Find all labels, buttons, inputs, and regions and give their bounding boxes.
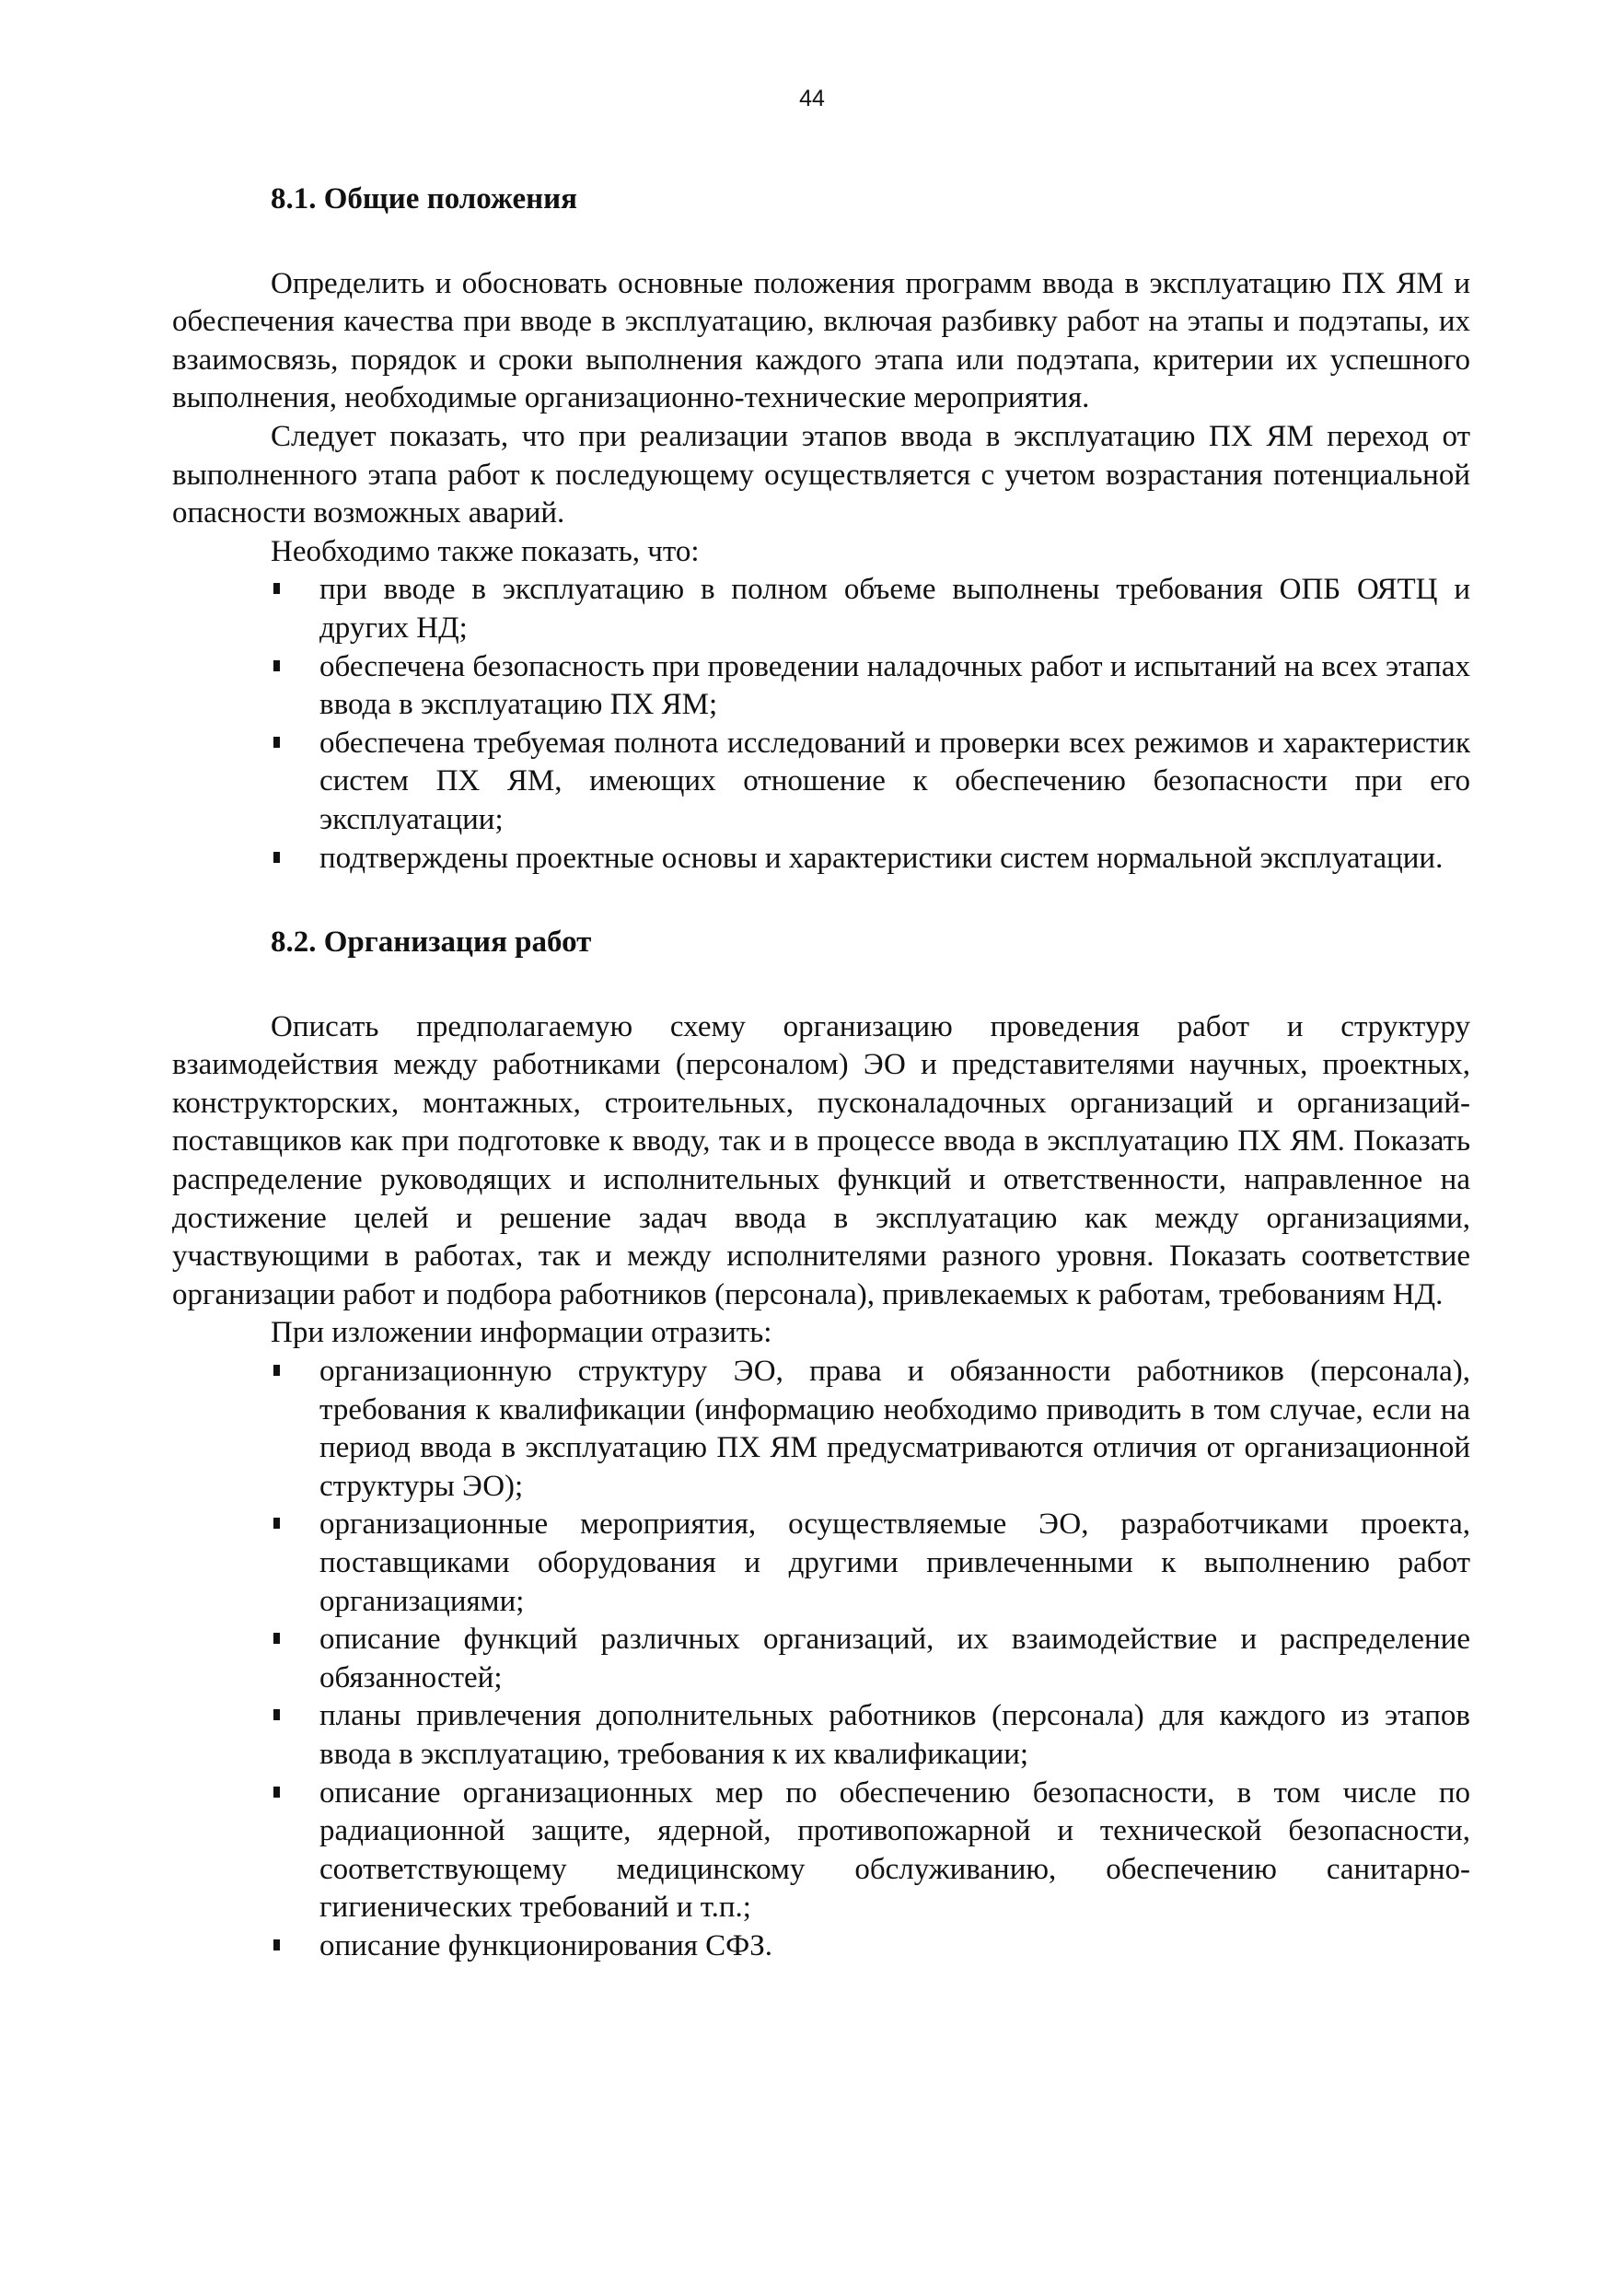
list-item-text: описание организационных мер по обеспечению безопасности, в том числе по радиационной защите, ядерной, противопожарной и технической безопасности, соответствующему медицинскому обслуживанию, обеспечению санитарно-гигиенических требований и т.п.; [319,1776,1470,1925]
square-bullet-icon [273,852,280,863]
list-item-text: подтверждены проектные основы и характеристики систем нормальной эксплуатации. [319,841,1444,875]
paragraph: При изложении информации отразить: [271,1316,772,1350]
paragraph: Следует показать, что при реализации этапов ввода в эксплуатацию ПХ ЯМ переход от выполненного этапа работ к последующему осуществляется с учетом возрастания потенциальной опасности возможных аварий. [172,419,1470,530]
square-bullet-icon [273,1787,280,1798]
list-item-text: при вводе в эксплуатацию в полном объеме выполнены требования ОПБ ОЯТЦ и других НД; [319,573,1470,645]
list-item-text: обеспечена требуемая полнота исследований и проверки всех режимов и характеристик систем ПХ ЯМ, имеющих отношение к обеспечению безопасности при его эксплуатации; [319,726,1470,836]
list-item-text: организационную структуру ЭО, права и обязанности работников (персонала), требования к квалификации (информацию необходимо приводить в том случае, если на период ввода в эксплуатацию ПХ ЯМ предусматриваются отличия от организационной структуры ЭО); [319,1355,1470,1503]
list-item-text: планы привлечения дополнительных работников (персонала) для каждого из этапов ввода в эксплуатацию, требования к их квалификации; [319,1699,1470,1771]
bullet-list [172,571,1470,878]
list-item-text: обеспечена безопасность при проведении наладочных работ и испытаний на всех этапах ввода в эксплуатацию ПХ ЯМ; [319,649,1470,722]
square-bullet-icon [273,737,280,748]
square-bullet-icon [273,1633,280,1644]
list-item-text: описание функционирования СФЗ. [319,1928,773,1962]
list-item-text: описание функций различных организаций, их взаимодействие и распределение обязанностей; [319,1623,1470,1694]
paragraph: Определить и обосновать основные положения программ ввода в эксплуатацию ПХ ЯМ и обеспечения качества при вводе в эксплуатацию, включая разбивку работ на этапы и подэтапы, их взаимосвязь, порядок и сроки выполнения каждого этапа или подэтапа, критерии их успешного выполнения, необходимые организационно-технические мероприятия. [172,266,1470,415]
section-title-general: 8.1. Общие положения [271,182,577,215]
list-item-text: организационные мероприятия, осуществляемые ЭО, разработчиками проекта, поставщиками оборудования и другими привлеченными к выполнению работ организациями; [319,1508,1470,1618]
square-bullet-icon [273,660,280,671]
list-item [172,1506,1470,1621]
page-content [172,180,1470,1966]
bullet-list [172,1353,1470,1966]
section-title-organization: 8.2. Организация работ [271,926,592,960]
square-bullet-icon [273,1709,280,1720]
list-item [172,725,1470,840]
paragraph: Описать предполагаемую схему организацию проведения работ и структуру взаимодействия между работниками (персоналом) ЭО и представителями научных, проектных, конструкторских, монтажных, строительных, пусконаладочных организаций и организаций-поставщиков как при подготовке к вводу, так и в процессе ввода в эксплуатацию ПХ ЯМ. Показать распределение руководящих и исполнительных функций и ответственности, направленное на достижение целей и решение задач ввода в эксплуатацию как между организациями, участвующими в работах, так и между исполнителями разного уровня. Показать соответствие организации работ и подбора работников (персонала), привлекаемых к работам, требованиям НД. [172,1009,1470,1311]
square-bullet-icon [273,583,280,594]
list-item [172,571,1470,647]
list-item [172,1621,1470,1697]
list-item [172,648,1470,725]
list-item [172,1697,1470,1774]
list-item [172,1927,1470,1966]
paragraph: Необходимо также показать, что: [271,534,700,568]
square-bullet-icon [273,1939,280,1950]
page-number: 44 [799,86,825,111]
list-item [172,1353,1470,1506]
square-bullet-icon [273,1518,280,1529]
list-item [172,840,1470,879]
list-item [172,1775,1470,1927]
square-bullet-icon [273,1365,280,1376]
